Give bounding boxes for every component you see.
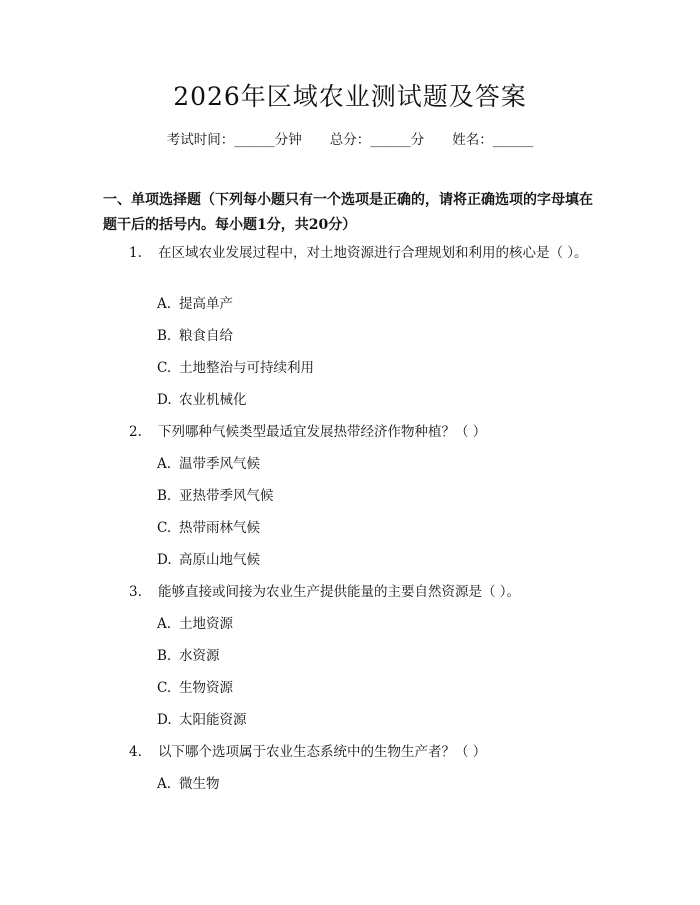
option-letter: C. [157,680,172,696]
exam-time-field: 考试时间：______分钟 [166,132,302,148]
option-letter: C. [157,520,172,536]
question-text: 能够直接或间接为农业生产提供能量的主要自然资源是（ ）。 [158,584,521,600]
option-letter: C. [157,360,172,376]
question-3 [103,580,603,605]
option-d [157,710,247,730]
question-text: 以下哪个选项属于农业生态系统中的生物生产者？（ ） [158,744,487,760]
exam-info-line [0,130,700,150]
total-score-field: 总分：______分 [329,132,425,148]
option-text: 太阳能资源 [179,712,247,728]
question-number: 1. [129,245,142,261]
option-text: 热带雨林气候 [179,520,260,536]
option-text: 微生物 [179,776,220,792]
question-text: 在区域农业发展过程中，对土地资源进行合理规划和利用的核心是（ ）。 [158,245,588,261]
option-letter: B. [157,328,172,344]
option-a [157,454,260,474]
option-letter: A. [157,616,172,632]
option-b [157,646,220,666]
option-text: 亚热带季风气候 [179,488,274,504]
option-b [157,326,233,346]
option-text: 农业机械化 [179,392,247,408]
option-a [157,614,233,634]
question-number: 2. [129,424,142,440]
option-letter: D. [157,392,172,408]
option-text: 生物资源 [179,680,233,696]
option-a [157,294,233,314]
option-letter: A. [157,776,172,792]
option-c [157,358,314,378]
option-text: 提高单产 [179,296,233,312]
option-letter: B. [157,488,172,504]
option-letter: D. [157,712,172,728]
option-text: 土地整治与可持续利用 [179,360,314,376]
option-b [157,486,274,506]
option-text: 温带季风气候 [179,456,260,472]
option-text: 粮食自给 [179,328,233,344]
option-letter: D. [157,552,172,568]
option-letter: B. [157,648,172,664]
option-text: 高原山地气候 [179,552,260,568]
option-d [157,550,260,570]
section-heading: 一、单项选择题（下列每小题只有一个选项是正确的，请将正确选项的字母填在题干后的括号内。每小题1分，共20分） [103,192,593,233]
option-letter: A. [157,296,172,312]
option-text: 土地资源 [179,616,233,632]
option-d [157,390,247,410]
option-text: 水资源 [179,648,220,664]
question-1 [103,241,603,266]
option-c [157,518,260,538]
question-number: 4. [129,744,142,760]
option-letter: A. [157,456,172,472]
question-2 [103,420,603,445]
option-a [157,774,220,794]
option-c [157,678,233,698]
question-4 [103,740,603,765]
student-name-field: 姓名：______ [452,132,534,148]
question-text: 下列哪种气候类型最适宜发展热带经济作物种植？（ ） [158,424,487,440]
question-number: 3. [129,584,142,600]
page-title: 2026年区域农业测试题及答案 [173,82,527,111]
